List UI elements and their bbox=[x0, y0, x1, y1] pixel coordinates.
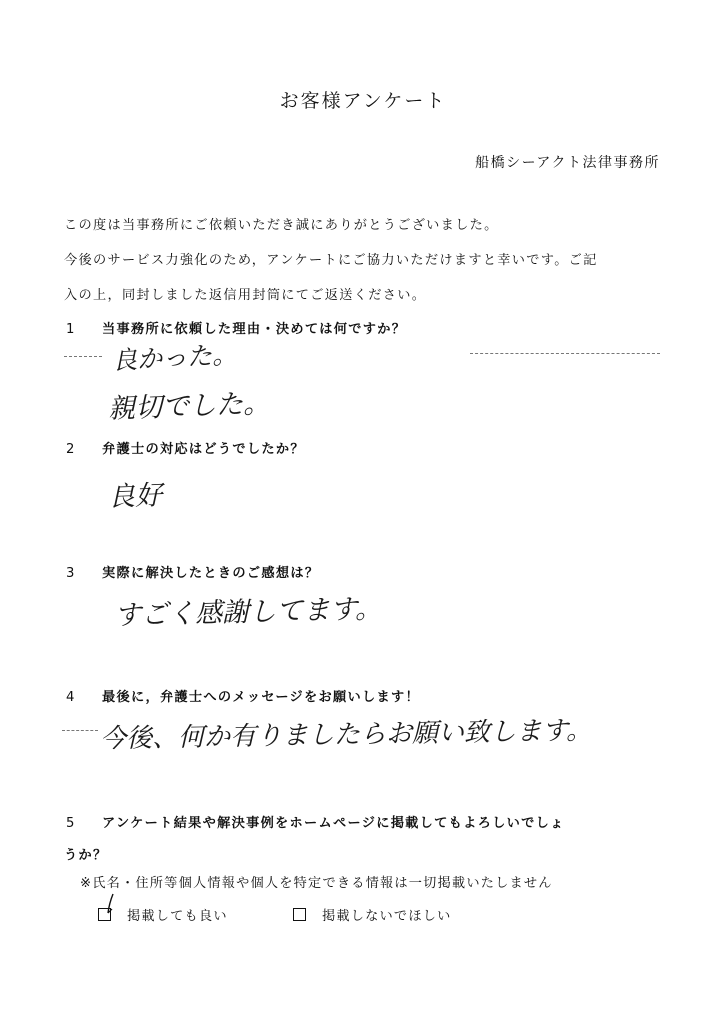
question-5-continuation: うか？ bbox=[64, 848, 108, 863]
handwritten-check-mark-icon bbox=[104, 893, 120, 915]
question-3-number: 3 bbox=[66, 566, 76, 581]
answer-2-line-1: 良好 bbox=[107, 480, 163, 513]
question-2-text: 弁護士の対応はどうでしたか？ bbox=[102, 442, 305, 457]
question-5-text: アンケート結果や解決事例をホームページに掲載してもよろしいでしょ bbox=[102, 816, 565, 831]
question-1-text: 当事務所に依頼した理由・決めては何ですか？ bbox=[102, 322, 407, 337]
question-1 bbox=[66, 318, 406, 337]
consent-no-checkbox[interactable] bbox=[293, 908, 306, 921]
answer-4-line-1: 今後、何か有りましたらお願い致します。 bbox=[99, 715, 593, 755]
answer-1-rule-left bbox=[64, 356, 102, 357]
question-2-number: 2 bbox=[66, 442, 76, 457]
question-4 bbox=[66, 686, 420, 705]
intro-line-1: この度は当事務所にご依頼いただき誠にありがとうございました。 bbox=[64, 218, 499, 233]
intro-line-3: 入の上，同封しました返信用封筒にてご返送ください。 bbox=[64, 288, 427, 303]
privacy-note: ※氏名・住所等個人情報や個人を特定できる情報は一切掲載いたしません bbox=[80, 876, 553, 891]
page-title: お客様アンケート bbox=[279, 90, 447, 112]
question-3 bbox=[66, 562, 319, 581]
answer-1-line-1: 良かった。 bbox=[111, 339, 238, 376]
answer-1-rule-right bbox=[470, 353, 660, 354]
question-2 bbox=[66, 438, 305, 457]
answer-3-line-1: すごく感謝してます。 bbox=[113, 593, 383, 632]
question-4-number: 4 bbox=[66, 690, 76, 705]
answer-1-line-2: 親切でした。 bbox=[107, 388, 271, 425]
question-3-text: 実際に解決したときのご感想は？ bbox=[102, 566, 320, 581]
question-5 bbox=[66, 812, 565, 831]
question-4-text: 最後に，弁護士へのメッセージをお願いします！ bbox=[102, 690, 420, 705]
question-1-number: 1 bbox=[66, 322, 76, 337]
answer-4-rule-left bbox=[62, 730, 98, 731]
organization-name: 船橋シーアクト法律事務所 bbox=[475, 155, 660, 171]
consent-option-no[interactable] bbox=[293, 905, 452, 924]
consent-yes-label: 掲載しても良い bbox=[127, 909, 228, 924]
consent-no-label: 掲載しないでほしい bbox=[322, 909, 452, 924]
question-5-number: 5 bbox=[66, 816, 76, 831]
intro-line-2: 今後のサービス力強化のため，アンケートにご協力いただけますと幸いです。ご記 bbox=[64, 253, 598, 268]
